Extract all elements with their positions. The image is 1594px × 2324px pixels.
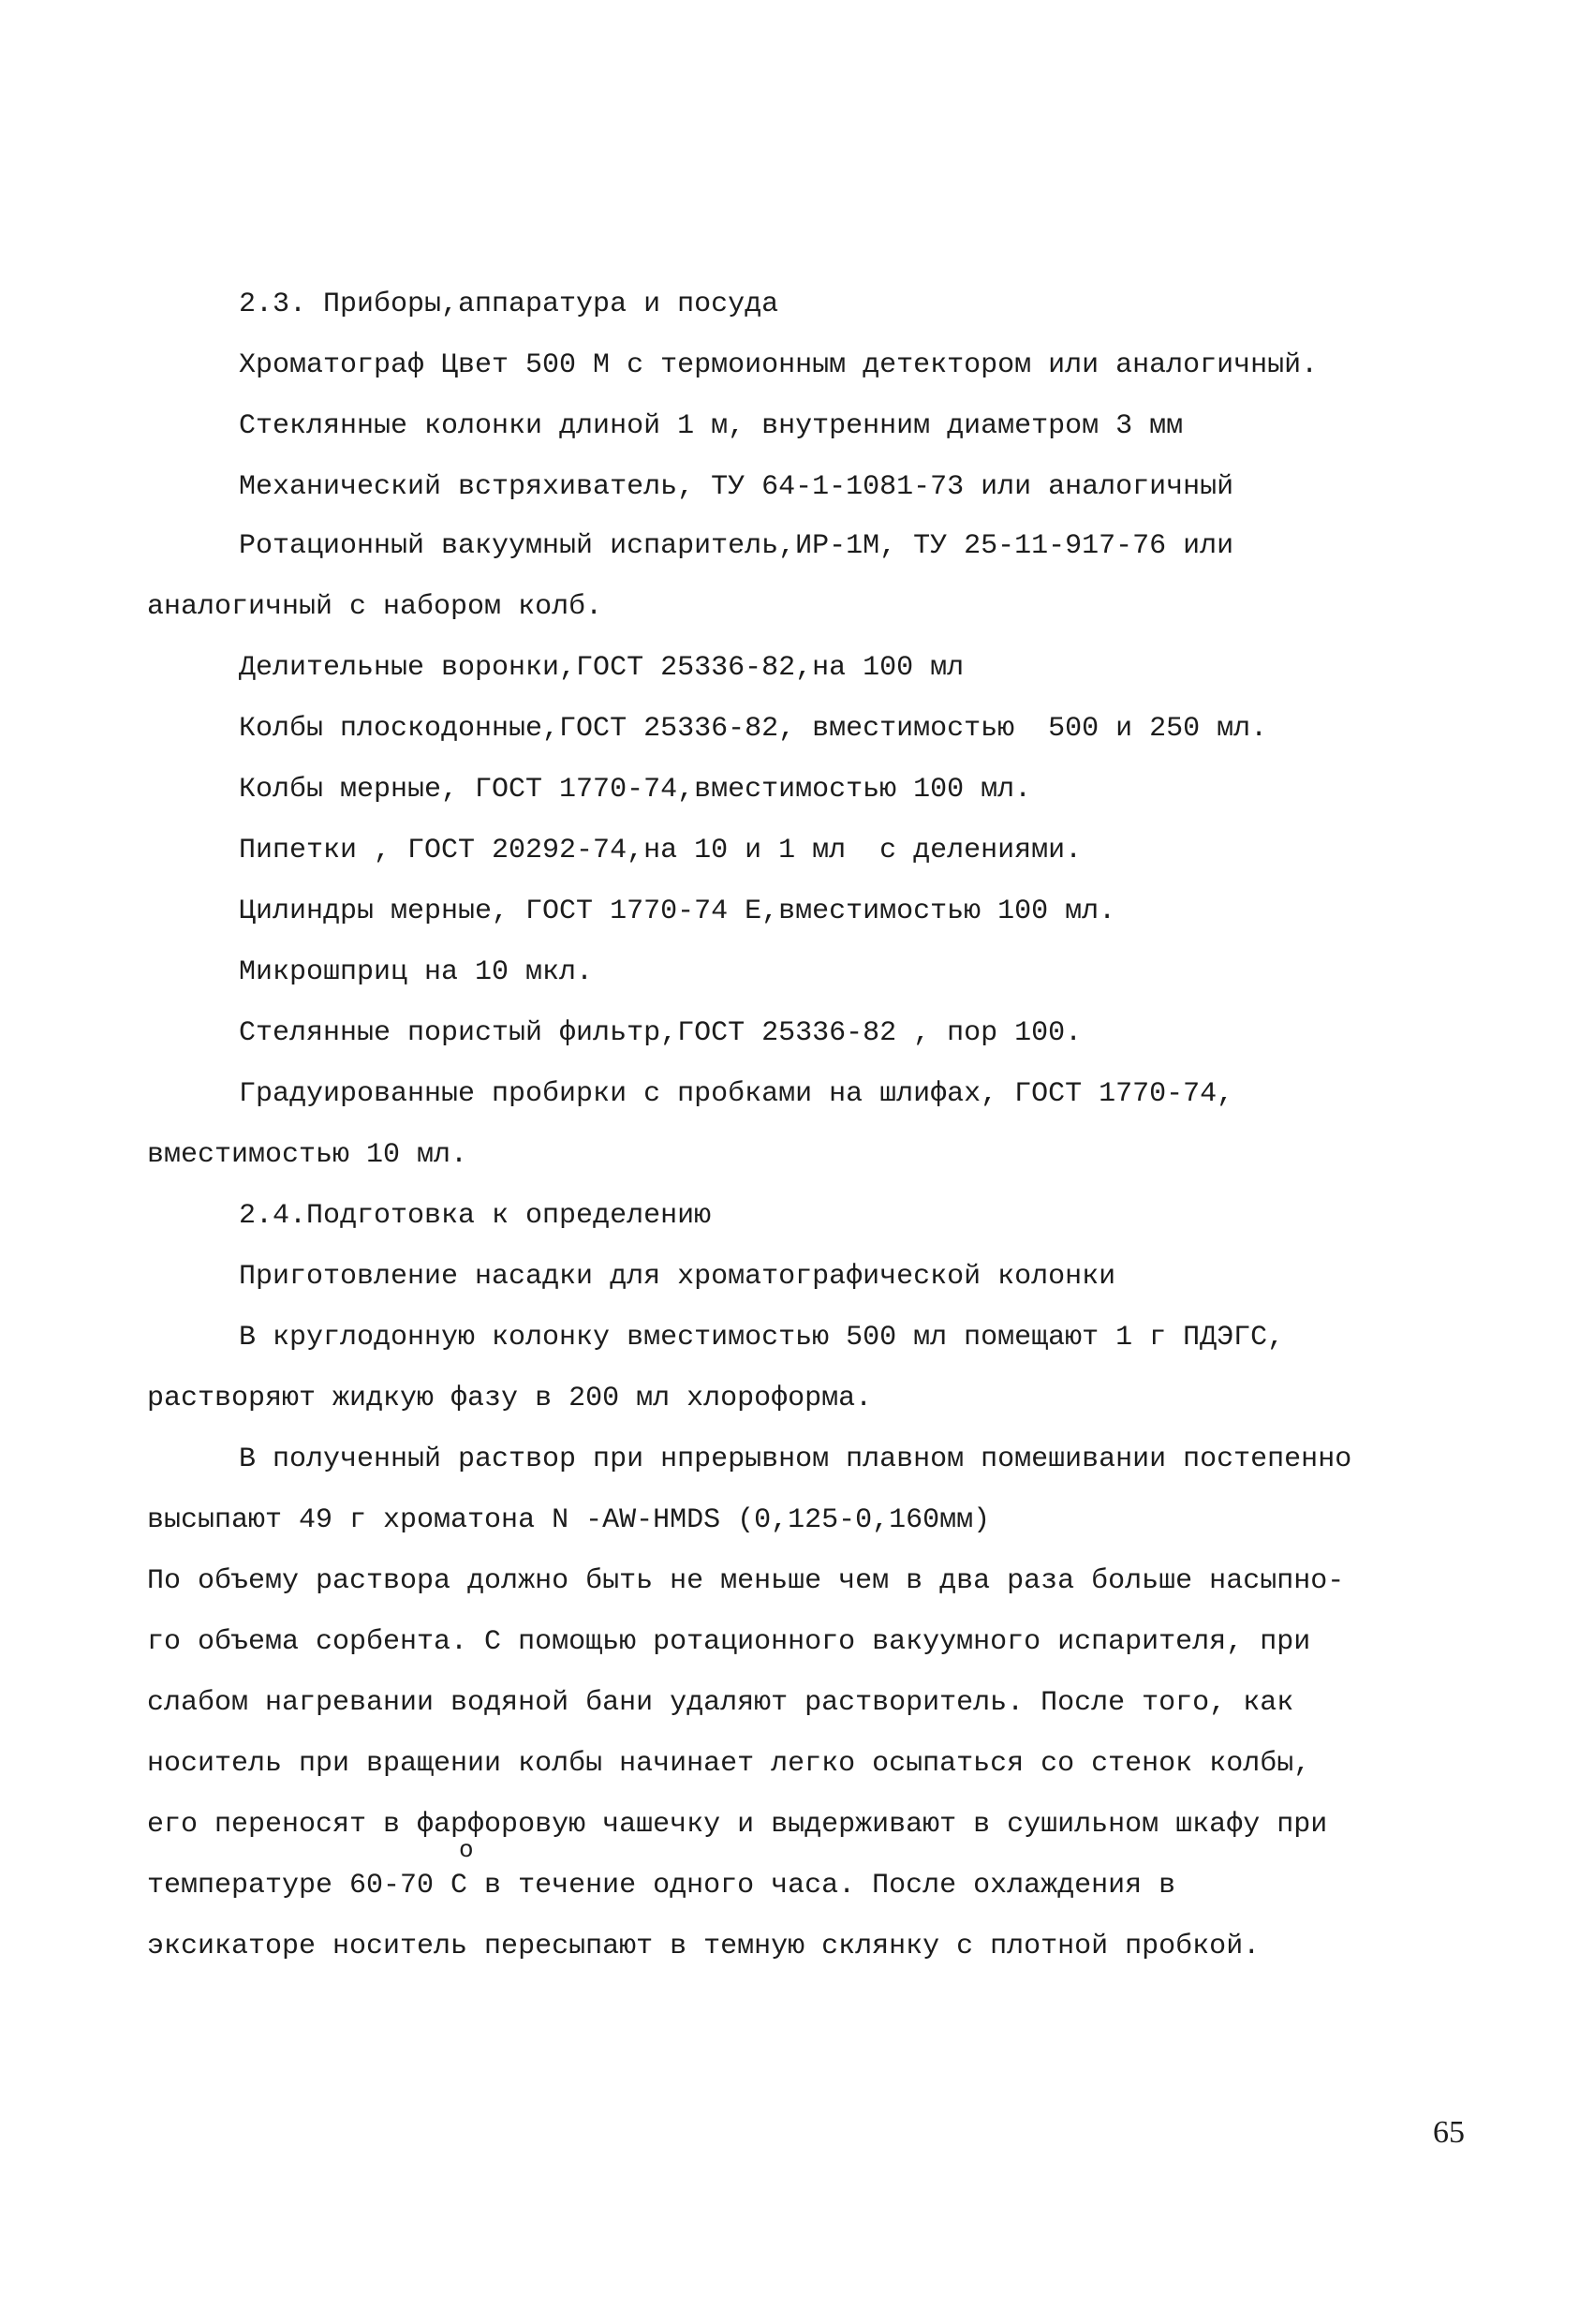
text-line: вместимостью 10 мл. <box>147 1139 468 1171</box>
text-line: По объему раствора должно быть не меньше чем в два раза больше насыпно- <box>147 1565 1345 1597</box>
text-line: эксикаторе носитель пересыпают в темную склянку с плотной пробкой. <box>147 1931 1261 1962</box>
section-heading-2-3: 2.3. Приборы,аппаратура и посуда <box>239 289 779 320</box>
text-line: Ротационный вакуумный испаритель,ИР-1М, ТУ 25-11-917-76 или <box>239 530 1234 562</box>
text-line: температуре 60-70 С в течение одного часа. После охлаждения в <box>147 1870 1176 1902</box>
text-line: В круглодонную колонку вместимостью 500 мл помещают 1 г ПДЭГС, <box>239 1322 1285 1354</box>
degree-mark: о <box>459 1836 474 1864</box>
text-line: Делительные воронки,ГОСТ 25336-82,на 100 мл <box>239 652 965 684</box>
text-line: высыпают 49 г хроматона N -AW-HMDS (0,125-0,160мм) <box>147 1504 991 1536</box>
text-line: го объема сорбента. С помощью ротационного вакуумного испарителя, при <box>147 1626 1311 1658</box>
text-line: Пипетки , ГОСТ 20292-74,на 10 и 1 мл с делениями. <box>239 835 1083 866</box>
text-line: Колбы мерные, ГОСТ 1770-74,вместимостью 100 мл. <box>239 774 1032 806</box>
text-line: растворяют жидкую фазу в 200 мл хлороформа. <box>147 1383 873 1414</box>
text-line: носитель при вращении колбы начинает легко осыпаться со стенок колбы, <box>147 1748 1311 1780</box>
text-line: слабом нагревании водяной бани удаляют растворитель. После того, как <box>147 1687 1294 1719</box>
text-line: Колбы плоскодонные,ГОСТ 25336-82, вместимостью 500 и 250 мл. <box>239 713 1268 745</box>
text-line: Цилиндры мерные, ГОСТ 1770-74 Е,вместимостью 100 мл. <box>239 896 1116 927</box>
text-line: Градуированные пробирки с пробками на шлифах, ГОСТ 1770-74, <box>239 1078 1234 1110</box>
text-line: его переносят в фарфоровую чашечку и выдерживают в сушильном шкафу при <box>147 1809 1328 1841</box>
text-line: В полученный раствор при нпрерывном плавном помешивании постепенно <box>239 1443 1352 1475</box>
text-line: Микрошприц на 10 мкл. <box>239 956 594 988</box>
text-line: аналогичный с набором колб. <box>147 591 603 623</box>
section-heading-2-4: 2.4.Подготовка к определению <box>239 1200 712 1232</box>
text-line: Механический встряхиватель, ТУ 64-1-1081-73 или аналогичный <box>239 471 1234 503</box>
subheading: Приготовление насадки для хроматографической колонки <box>239 1261 1116 1293</box>
text-line: Стелянные пористый фильтр,ГОСТ 25336-82 , пор 100. <box>239 1017 1083 1049</box>
page-number: 65 <box>1433 2115 1465 2150</box>
text-line: Хроматограф Цвет 500 М с термоионным детектором или аналогичный. <box>239 349 1319 381</box>
text-line: Стеклянные колонки длиной 1 м, внутренним диаметром 3 мм <box>239 410 1184 442</box>
